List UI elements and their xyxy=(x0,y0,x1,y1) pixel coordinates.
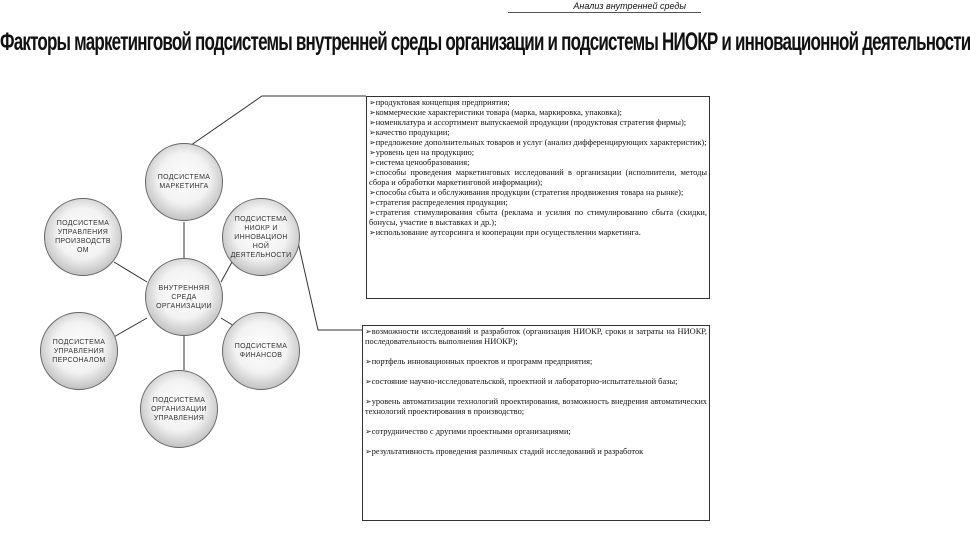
arrow-bullet-icon: ➢ xyxy=(365,397,372,406)
node-center-label: ВНУТРЕННЯЯ СРЕДА ОРГАНИЗАЦИИ xyxy=(156,284,212,310)
marketing-factor-text: предложение дополнительных товаров и услуг (анализ дифференцирующих характеристик); xyxy=(375,138,707,147)
rnd-factor-text: результативность проведения различных стадий исследований и разработок xyxy=(371,447,644,456)
arrow-bullet-icon: ➢ xyxy=(369,158,376,167)
callout-line-rnd xyxy=(298,242,366,330)
node-center xyxy=(145,258,223,336)
list-item xyxy=(365,427,707,437)
rnd-factor-text: возможности исследований и разработок (организация НИОКР, сроки и затраты на НИОКР, последовательность выполнения НИОКР); xyxy=(365,327,707,346)
marketing-factor-text: использование аутсорсинга и кооперации при осуществлении маркетинга. xyxy=(375,228,641,237)
node-personnel-label: ПОДСИСТЕМА УПРАВЛЕНИЯ ПЕРСОНАЛОМ xyxy=(52,338,106,364)
arrow-bullet-icon: ➢ xyxy=(365,447,372,456)
marketing-factors-box xyxy=(366,96,710,299)
list-item xyxy=(369,138,707,148)
marketing-factor-text: номенклатура и ассортимент выпускаемой продукции (продуктовая стратегия фирмы); xyxy=(375,118,687,127)
arrow-bullet-icon: ➢ xyxy=(369,148,376,157)
arrow-bullet-icon: ➢ xyxy=(369,128,376,137)
list-item xyxy=(369,198,707,208)
node-org-label: ПОДСИСТЕМА ОРГАНИЗАЦИИ УПРАВЛЕНИЯ xyxy=(151,396,207,422)
marketing-factor-text: продуктовая концепция предприятия; xyxy=(375,98,510,107)
arrow-bullet-icon: ➢ xyxy=(369,208,376,217)
list-item xyxy=(365,327,707,347)
arrow-bullet-icon: ➢ xyxy=(369,188,376,197)
rnd-factor-text: портфель инновационных проектов и программ предприятия; xyxy=(371,357,593,366)
rnd-factor-list xyxy=(365,327,707,457)
spoke-personnel xyxy=(112,318,147,338)
marketing-factor-text: стратегия стимулирования сбыта (реклама и усилия по стимулированию сбыта (скидки, бонусы, участие в выставках и др.); xyxy=(369,208,707,227)
marketing-factor-text: качество продукции; xyxy=(375,128,450,137)
spoke-production xyxy=(114,262,147,282)
node-marketing xyxy=(145,143,223,221)
list-item xyxy=(369,158,707,168)
list-item xyxy=(369,188,707,198)
node-org xyxy=(140,370,218,448)
spoke-rnd xyxy=(221,262,232,282)
node-finance-label: ПОДСИСТЕМА ФИНАНСОВ xyxy=(234,343,288,359)
rnd-factor-text: состояние научно-исследовательской, проектной и лабораторно-испытательной базы; xyxy=(371,377,678,386)
list-item xyxy=(365,397,707,417)
node-production xyxy=(44,198,122,276)
marketing-factor-text: способы проведения маркетинговых исследований в организации (исполнители, методы сбора и обработки маркетинговой информации); xyxy=(369,168,707,187)
arrow-bullet-icon: ➢ xyxy=(365,357,372,366)
marketing-factor-text: стратегия распределения продукции; xyxy=(375,198,508,207)
rnd-factor-text: уровень автоматизации технологий проектирования, возможность внедрения автоматических технологий проектирования в производство; xyxy=(365,397,707,416)
list-item xyxy=(369,228,707,238)
list-item xyxy=(369,118,707,128)
node-personnel xyxy=(40,312,118,390)
arrow-bullet-icon: ➢ xyxy=(369,228,376,237)
node-production-label: ПОДСИСТЕМА УПРАВЛЕНИЯ ПРОИЗВОДСТВ ОМ xyxy=(55,220,111,254)
list-item xyxy=(365,377,707,387)
marketing-factor-text: способы сбыта и обслуживания продукции (стратегия продвижения товара на рынке); xyxy=(375,188,684,197)
list-item xyxy=(365,447,707,457)
list-item xyxy=(365,357,707,367)
rnd-factors-box xyxy=(362,325,710,521)
marketing-factor-text: коммерческие характеристики товара (марка, маркировка, упаковка); xyxy=(375,108,622,117)
marketing-factor-text: уровень цен на продукцию; xyxy=(375,148,475,157)
arrow-bullet-icon: ➢ xyxy=(369,198,376,207)
arrow-bullet-icon: ➢ xyxy=(365,427,372,436)
arrow-bullet-icon: ➢ xyxy=(369,98,376,107)
arrow-bullet-icon: ➢ xyxy=(365,377,372,386)
list-item xyxy=(369,148,707,158)
node-finance xyxy=(222,312,300,390)
marketing-factor-text: система ценообразования; xyxy=(375,158,470,167)
list-item xyxy=(369,168,707,188)
arrow-bullet-icon: ➢ xyxy=(369,118,376,127)
arrow-bullet-icon: ➢ xyxy=(369,108,376,117)
callout-line-marketing xyxy=(184,96,366,150)
list-item xyxy=(369,128,707,138)
arrow-bullet-icon: ➢ xyxy=(365,327,372,336)
list-item xyxy=(369,208,707,228)
list-item xyxy=(369,108,707,118)
marketing-factor-list xyxy=(369,98,707,238)
arrow-bullet-icon: ➢ xyxy=(369,138,376,147)
slide-title: Факторы маркетинговой подсистемы внутренней среды организации и подсистемы НИОКР и инновационной деятельности xyxy=(0,28,970,56)
rnd-factor-text: сотрудничество с другими проектными организациями; xyxy=(371,427,571,436)
node-rnd-label: ПОДСИСТЕМА НИОКР И ИННОВАЦИОН НОЙ ДЕЯТЕЛЬНОСТИ xyxy=(230,215,292,259)
list-item xyxy=(369,98,707,108)
arrow-bullet-icon: ➢ xyxy=(369,168,376,177)
node-rnd xyxy=(222,198,300,276)
header-label: Анализ внутренней среды xyxy=(573,1,686,11)
node-marketing-label: ПОДСИСТЕМА МАРКЕТИНГА xyxy=(157,174,211,190)
